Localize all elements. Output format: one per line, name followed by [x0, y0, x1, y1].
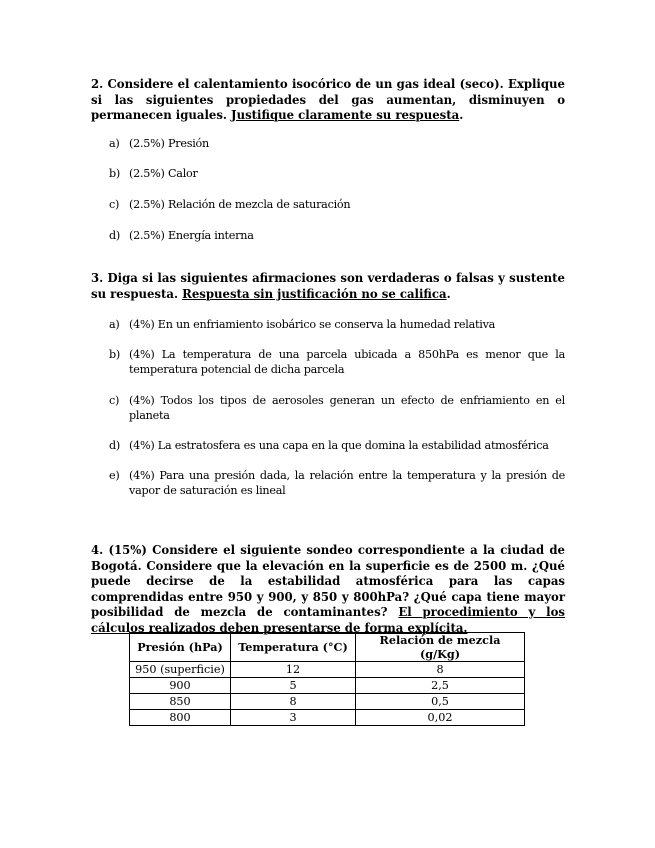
table-row [130, 710, 525, 726]
cell-pressure: 950 (superficie) [130, 662, 231, 678]
item-label: e) [109, 469, 120, 482]
item-text: (2.5%) Relación de mezcla de saturación [129, 198, 351, 211]
cell-temperature: 8 [231, 694, 356, 710]
question-3-instruction: Respuesta sin justificación no se califica [182, 286, 447, 301]
item-text: (2.5%) Presión [129, 137, 209, 150]
question-3 [91, 271, 565, 302]
item-text: (4%) Para una presión dada, la relación entre la temperatura y la presión de vapor de saturación es lineal [129, 469, 565, 497]
question-2-item-a [109, 136, 565, 151]
table-row [130, 662, 525, 678]
question-4-instruction: El procedimiento y los cálculos realizados deben presentarse de forma explícita. [91, 605, 565, 635]
item-label: b) [109, 167, 121, 180]
question-2-item-d [109, 228, 565, 243]
item-text: (4%) La temperatura de una parcela ubicada a 850hPa es menor que la temperatura potencial de dicha parcela [129, 348, 565, 376]
cell-mixing-ratio: 0,5 [356, 694, 525, 710]
item-label: a) [109, 137, 120, 150]
item-label: d) [109, 439, 121, 452]
table-row [130, 694, 525, 710]
table-row [130, 678, 525, 694]
cell-temperature: 5 [231, 678, 356, 694]
cell-mixing-ratio: 2,5 [356, 678, 525, 694]
question-3-period: . [446, 286, 451, 301]
cell-temperature: 3 [231, 710, 356, 726]
question-2-number: 2. [91, 77, 104, 91]
item-text: (4%) En un enfriamiento isobárico se conserva la humedad relativa [129, 318, 496, 331]
question-3-item-a [109, 317, 565, 332]
question-3-item-c [109, 393, 565, 423]
cell-mixing-ratio: 8 [356, 662, 525, 678]
question-2 [91, 77, 565, 124]
question-3-item-b [109, 347, 565, 377]
cell-temperature: 12 [231, 662, 356, 678]
question-2-period: . [459, 108, 464, 122]
header-mixing-ratio: Relación de mezcla (g/Kg) [356, 633, 525, 662]
question-2-item-b [109, 166, 565, 181]
item-text: (4%) Todos los tipos de aerosoles generan un efecto de enfriamiento en el planeta [129, 394, 565, 422]
question-4 [91, 543, 565, 636]
question-3-item-d [109, 438, 565, 453]
question-3-text: Diga si las siguientes afirmaciones son verdaderas o falsas y sustente su respuesta. [91, 271, 565, 301]
sounding-table [129, 632, 525, 726]
item-text: (4%) La estratosfera es una capa en la que domina la estabilidad atmosférica [129, 439, 549, 452]
item-text: (2.5%) Calor [129, 167, 198, 180]
question-4-number: 4. [91, 543, 104, 557]
item-label: a) [109, 318, 120, 331]
question-2-instruction: Justifique claramente su respuesta [231, 108, 460, 122]
question-3-number: 3. [91, 271, 104, 285]
table-header-row [130, 633, 525, 662]
item-text: (2.5%) Energía interna [129, 229, 254, 242]
cell-pressure: 850 [130, 694, 231, 710]
cell-pressure: 800 [130, 710, 231, 726]
question-4-text: (15%) Considere el siguiente sondeo correspondiente a la ciudad de Bogotá. Considere que la elevación en la superficie es de 2500 m. ¿Qué puede decirse de la estabilidad atmosférica para las capas comprendidas entre 950 y 900, y 850 y 800hPa? ¿Qué capa tiene mayor posibilidad de mezcla de contaminantes? [91, 543, 565, 619]
item-label: d) [109, 229, 121, 242]
item-label: c) [109, 198, 120, 211]
header-temperature: Temperatura (°C) [231, 633, 356, 662]
header-pressure: Presión (hPa) [130, 633, 231, 662]
item-label: c) [109, 394, 120, 407]
cell-mixing-ratio: 0,02 [356, 710, 525, 726]
question-2-text: Considere el calentamiento isocórico de un gas ideal (seco). Explique si las siguientes propiedades del gas aumentan, disminuyen o permanecen iguales. [91, 77, 565, 122]
cell-pressure: 900 [130, 678, 231, 694]
item-label: b) [109, 348, 121, 361]
question-2-item-c [109, 197, 565, 212]
question-3-item-e [109, 468, 565, 498]
